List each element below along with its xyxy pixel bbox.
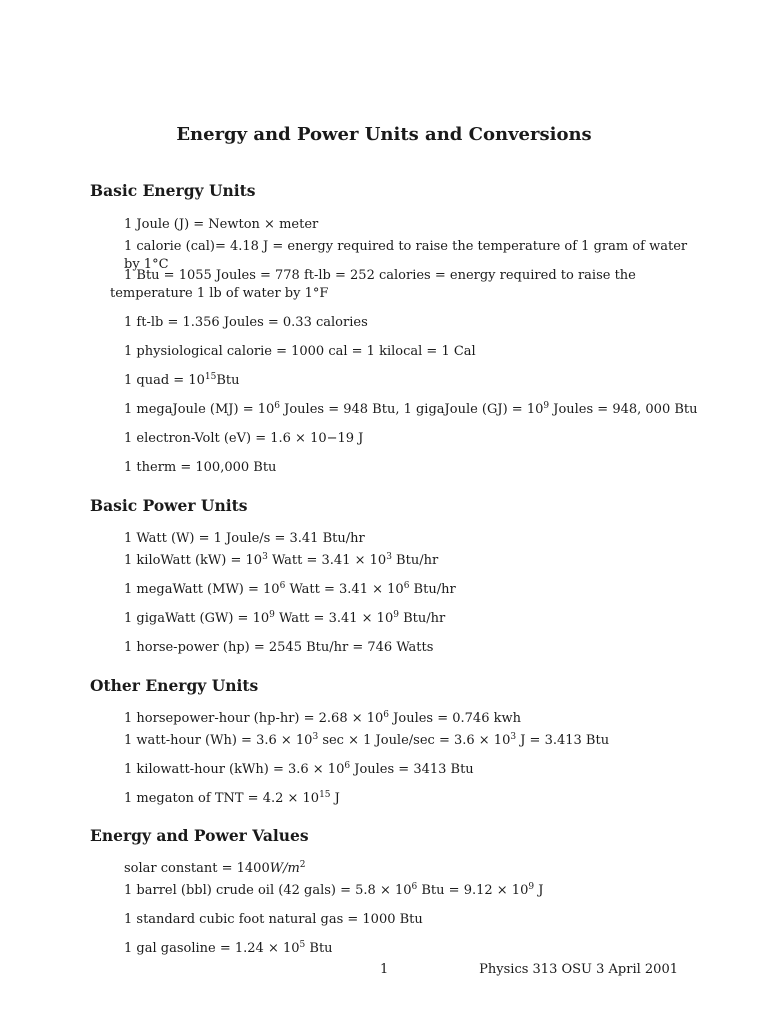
line-natural-gas: 1 standard cubic foot natural gas = 1000 Btu — [124, 912, 423, 927]
line-therm: 1 therm = 100,000 Btu — [124, 460, 277, 475]
line-horsepower-hour: 1 horsepower-hour $(hp-hr) = 2.68 \times 10^6$ Joules = 0.746 kwh — [124, 710, 521, 726]
page-number: 1 — [380, 962, 389, 977]
line-quad: 1 quad = $10^{15}Btu$ — [124, 372, 240, 388]
page-title: Energy and Power Units and Conversions — [176, 124, 592, 145]
line-megawatt: 1 megaWatt $(MW) = 10^6$ Watt = $3.41 \times 10^6$ Btu/hr — [124, 581, 456, 597]
section-heading-basic-power-units: Basic Power Units — [90, 496, 248, 515]
section-heading-other-energy-units: Other Energy Units — [90, 676, 259, 695]
line-gasoline: 1 gal gasoline = $1.24 \times 10^5$ Btu — [124, 940, 333, 956]
line-megajoule: 1 megaJoule $(MJ) = 10^6$ Joules = 948 Btu, 1 gigaJoule $(GJ) = 10^9$ Joules = 948, 000 Btu — [124, 401, 698, 417]
line-kilowatt: 1 kiloWatt $(kW) = 10^3$ Watt = $3.41 \times 10^3$ Btu/hr — [124, 552, 439, 568]
line-gigawatt: 1 gigaWatt $(GW) = 10^9$ Watt = $3.41 \times 10^9$ Btu/hr — [124, 610, 446, 626]
line-btu: 1 Btu = 1055 Joules = 778 ft-lb = 252 calories = energy required to raise the temperature 1 lb of water by 1°F — [110, 268, 636, 301]
line-solar-constant: solar constant = $1400W/m^2$ — [124, 860, 306, 876]
line-physiological-calorie: 1 physiological calorie = 1000 cal = 1 kilocal = 1 Cal — [124, 344, 476, 359]
line-watt: 1 Watt (W) = 1 Joule/s = 3.41 Btu/hr — [124, 531, 365, 546]
line-kilowatt-hour: 1 kilowatt-hour $(kWh) = 3.6 \times 10^6$ Joules = 3413 Btu — [124, 761, 474, 777]
line-barrel-crude-oil: 1 barrel (bbl) crude oil (42 gals) = $5.8 \times 10^6$ Btu = $9.12 \times 10^9$ J — [124, 882, 544, 898]
line-ft-lb: 1 ft-lb = 1.356 Joules = 0.33 calories — [124, 315, 368, 330]
section-heading-energy-and-power-values: Energy and Power Values — [90, 826, 309, 845]
line-megaton-tnt: 1 megaton of TNT = $4.2 \times 10^{15}$ J — [124, 790, 340, 806]
line-horse-power: 1 horse-power (hp) = 2545 Btu/hr = 746 Watts — [124, 640, 434, 655]
line-calorie: 1 calorie (cal)= 4.18 J = energy required to raise the temperature of 1 gram of water by 1°C — [124, 239, 688, 272]
line-watt-hour: 1 watt-hour $(Wh) = 3.6 \times 10^3$ sec × 1 Joule/sec = $3.6 \times 10^3$ J = 3.413 Btu — [124, 732, 610, 748]
section-heading-basic-energy-units: Basic Energy Units — [90, 181, 256, 200]
line-electron-volt: 1 electron-Volt (eV) = 1.6 × 10−19 J — [124, 431, 364, 446]
footer-source: Physics 313 OSU 3 April 2001 — [479, 962, 678, 977]
line-joule: 1 Joule (J) = Newton × meter — [124, 217, 319, 232]
